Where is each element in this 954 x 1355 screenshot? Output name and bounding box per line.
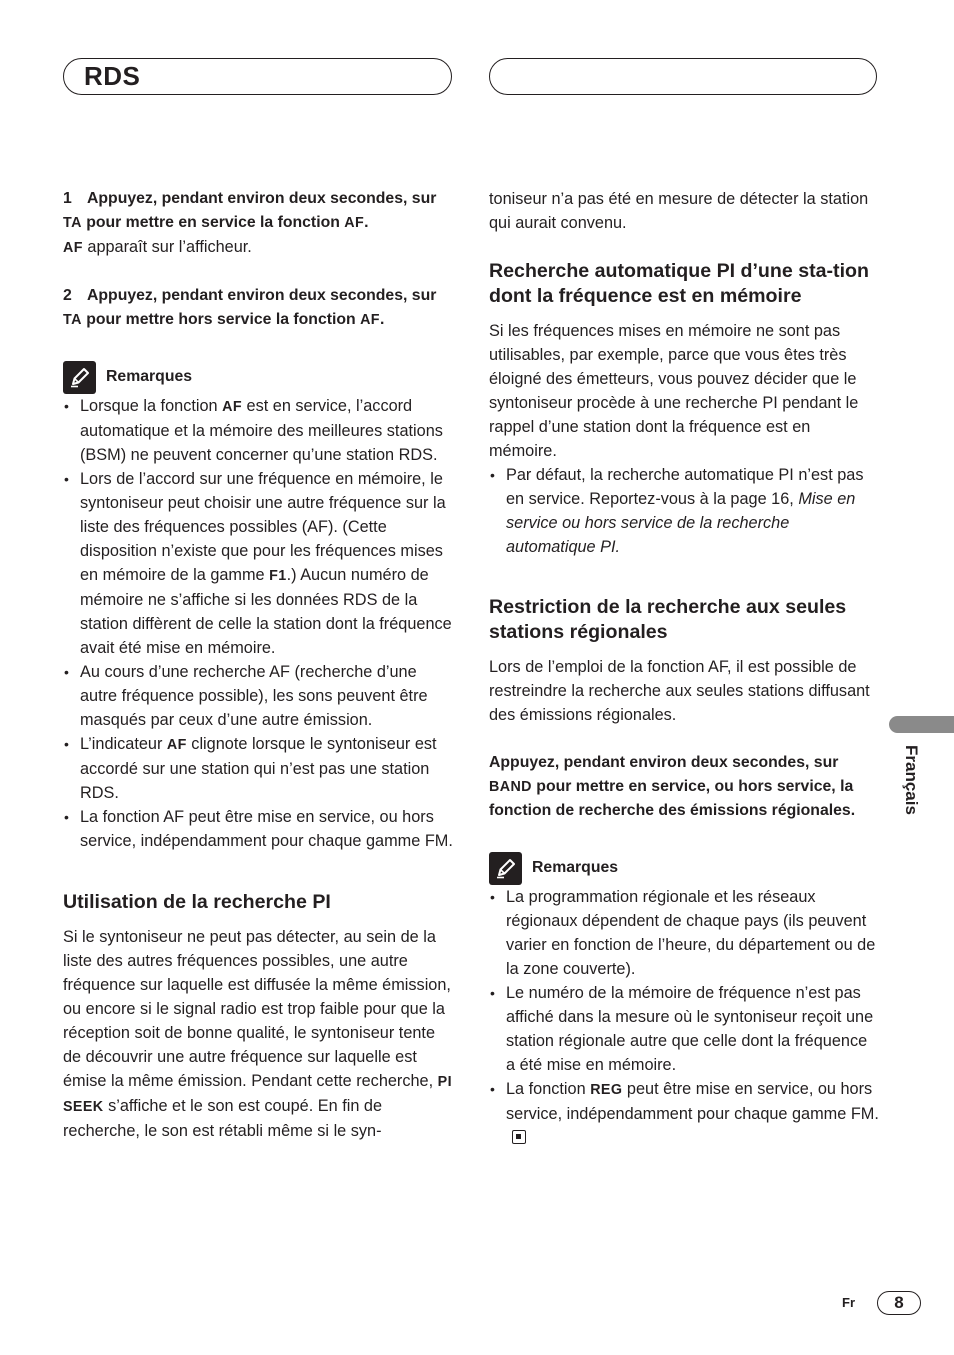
- key-label: TA: [63, 312, 82, 328]
- list-item: • Par défaut, la recherche automatique PI n’est pas en service. Reportez-vous à la page 16, Mise en service ou hors service de la recherche automatique PI.: [489, 463, 879, 559]
- remarks-header: [63, 360, 453, 394]
- step-number: 1: [63, 190, 72, 207]
- heading-regional: Restriction de la recherche aux seules stations régionales: [489, 596, 847, 643]
- key-label: TA: [63, 215, 82, 231]
- key-label: BAND: [489, 779, 532, 795]
- language-label: Français: [902, 745, 921, 815]
- display-indicator: AF: [63, 240, 83, 256]
- list-item: • La fonction REG peut être mise en service, ou hors service, indépendamment pour chaque gamme FM.: [489, 1077, 879, 1150]
- page-number: 8: [877, 1291, 921, 1315]
- display-indicator: REG: [590, 1082, 623, 1098]
- list-item: • Lorsque la fonction AF est en service, l’accord automatique et la mémoire des meilleures stations (BSM) ne peuvent concerner qu’une station RDS.: [63, 394, 453, 467]
- cross-reference: Mise en service ou hors service de la recherche automatique PI.: [506, 490, 856, 556]
- list-item: • La programmation régionale et les réseaux régionaux dépendent de chaque pays (ils peuvent varier en fonction de l’heure, du département ou de la zone couverte).: [489, 885, 879, 981]
- step-2: 2 Appuyez, pendant environ deux secondes, sur TA pour mettre hors service la fonction AF.: [63, 284, 453, 332]
- right-column: [489, 187, 879, 1150]
- key-label: AF: [360, 312, 380, 328]
- remarks-label: Remarques: [532, 859, 619, 876]
- section-header-left: [63, 58, 452, 95]
- list-item: • L’indicateur AF clignote lorsque le syntoniseur est accordé sur une station qui n’est pas une station RDS.: [63, 732, 453, 805]
- heading-pi-search: Utilisation de la recherche PI: [63, 891, 331, 913]
- regional-paragraph: Lors de l’emploi de la fonction AF, il est possible de restreindre la recherche aux seules stations diffusant des émissions régionales.: [489, 658, 870, 724]
- footer-language: Fr: [842, 1295, 855, 1310]
- left-column: [63, 187, 453, 1143]
- display-indicator: F1: [269, 568, 287, 584]
- remarks-list: [63, 394, 453, 853]
- list-item: • Lors de l’accord sur une fréquence en mémoire, le syntoniseur peut choisir une autre fréquence sur la liste des fréquences possibles (AF). (Cette disposition n’existe que pour les fréquences mises en mémoire de la gamme F1.) Aucun numéro de mémoire ne s’affiche si les données RDS de la station diffèrent de celle la station dont la fréquence avait été mise en mémoire.: [63, 467, 453, 660]
- step-number: 2: [63, 287, 72, 304]
- auto-pi-list: [489, 463, 879, 559]
- section-title: RDS: [84, 61, 141, 91]
- display-indicator: PI SEEK: [63, 1074, 452, 1115]
- stop-square-icon: [512, 1130, 526, 1144]
- pi-search-paragraph: Si le syntoniseur ne peut pas détecter, au sein de la liste des autres fréquences possibles, une autre fréquence sur laquelle est diffusée la même émission, ou encore si le signal radio est trop faible pour que la réception soit de bonne qualité, le syntoniseur tente de découvrir une autre fréquence sur laquelle est émise la même émission. Pendant cette recherche, PI SEEK s’affiche et le son est coupé. En fin de recherche, le son est rétabli même si le syn-: [63, 928, 452, 1140]
- list-item: • La fonction AF peut être mise en service, ou hors service, indépendamment pour chaque gamme FM.: [63, 805, 453, 853]
- display-indicator: AF: [166, 737, 187, 753]
- remarks-label: Remarques: [106, 368, 193, 385]
- language-tab-marker: [889, 716, 954, 733]
- list-item: • Le numéro de la mémoire de fréquence n’est pas affiché dans la mesure où le syntoniseur reçoit une station régionale autre que celle dont la fréquence a été mise en mémoire.: [489, 981, 879, 1077]
- key-label: AF: [344, 215, 365, 231]
- section-header-right: [489, 58, 877, 95]
- step-1-result: AF apparaît sur l’afficheur.: [63, 238, 252, 256]
- step-1: 1 Appuyez, pendant environ deux secondes, sur TA pour mettre en service la fonction AF.: [63, 187, 453, 235]
- remarks-list: [489, 885, 879, 1150]
- auto-pi-paragraph: Si les fréquences mises en mémoire ne sont pas utilisables, par exemple, parce que vous êtes très éloigné des émetteurs, vous pouvez décider que le syntoniseur procède à une recherche PI pendant le rappel d’une station dont la fréquence est en mémoire.: [489, 322, 859, 460]
- display-indicator: AF: [222, 399, 242, 415]
- remarks-header: [489, 851, 879, 885]
- pencil-note-icon: [489, 852, 522, 885]
- regional-step: Appuyez, pendant environ deux secondes, sur BAND pour mettre en service, ou hors service, la fonction de recherche des émissions régionales.: [489, 754, 856, 819]
- heading-auto-pi: Recherche automatique PI d’une sta-tion dont la fréquence est en mémoire: [489, 260, 869, 307]
- continued-paragraph: toniseur n’a pas été en mesure de détecter la station qui aurait convenu.: [489, 190, 869, 232]
- pencil-note-icon: [63, 361, 96, 394]
- list-item: • Au cours d’une recherche AF (recherche d’une autre fréquence possible), les sons peuvent être masqués par ceux d’une autre émission.: [63, 660, 453, 732]
